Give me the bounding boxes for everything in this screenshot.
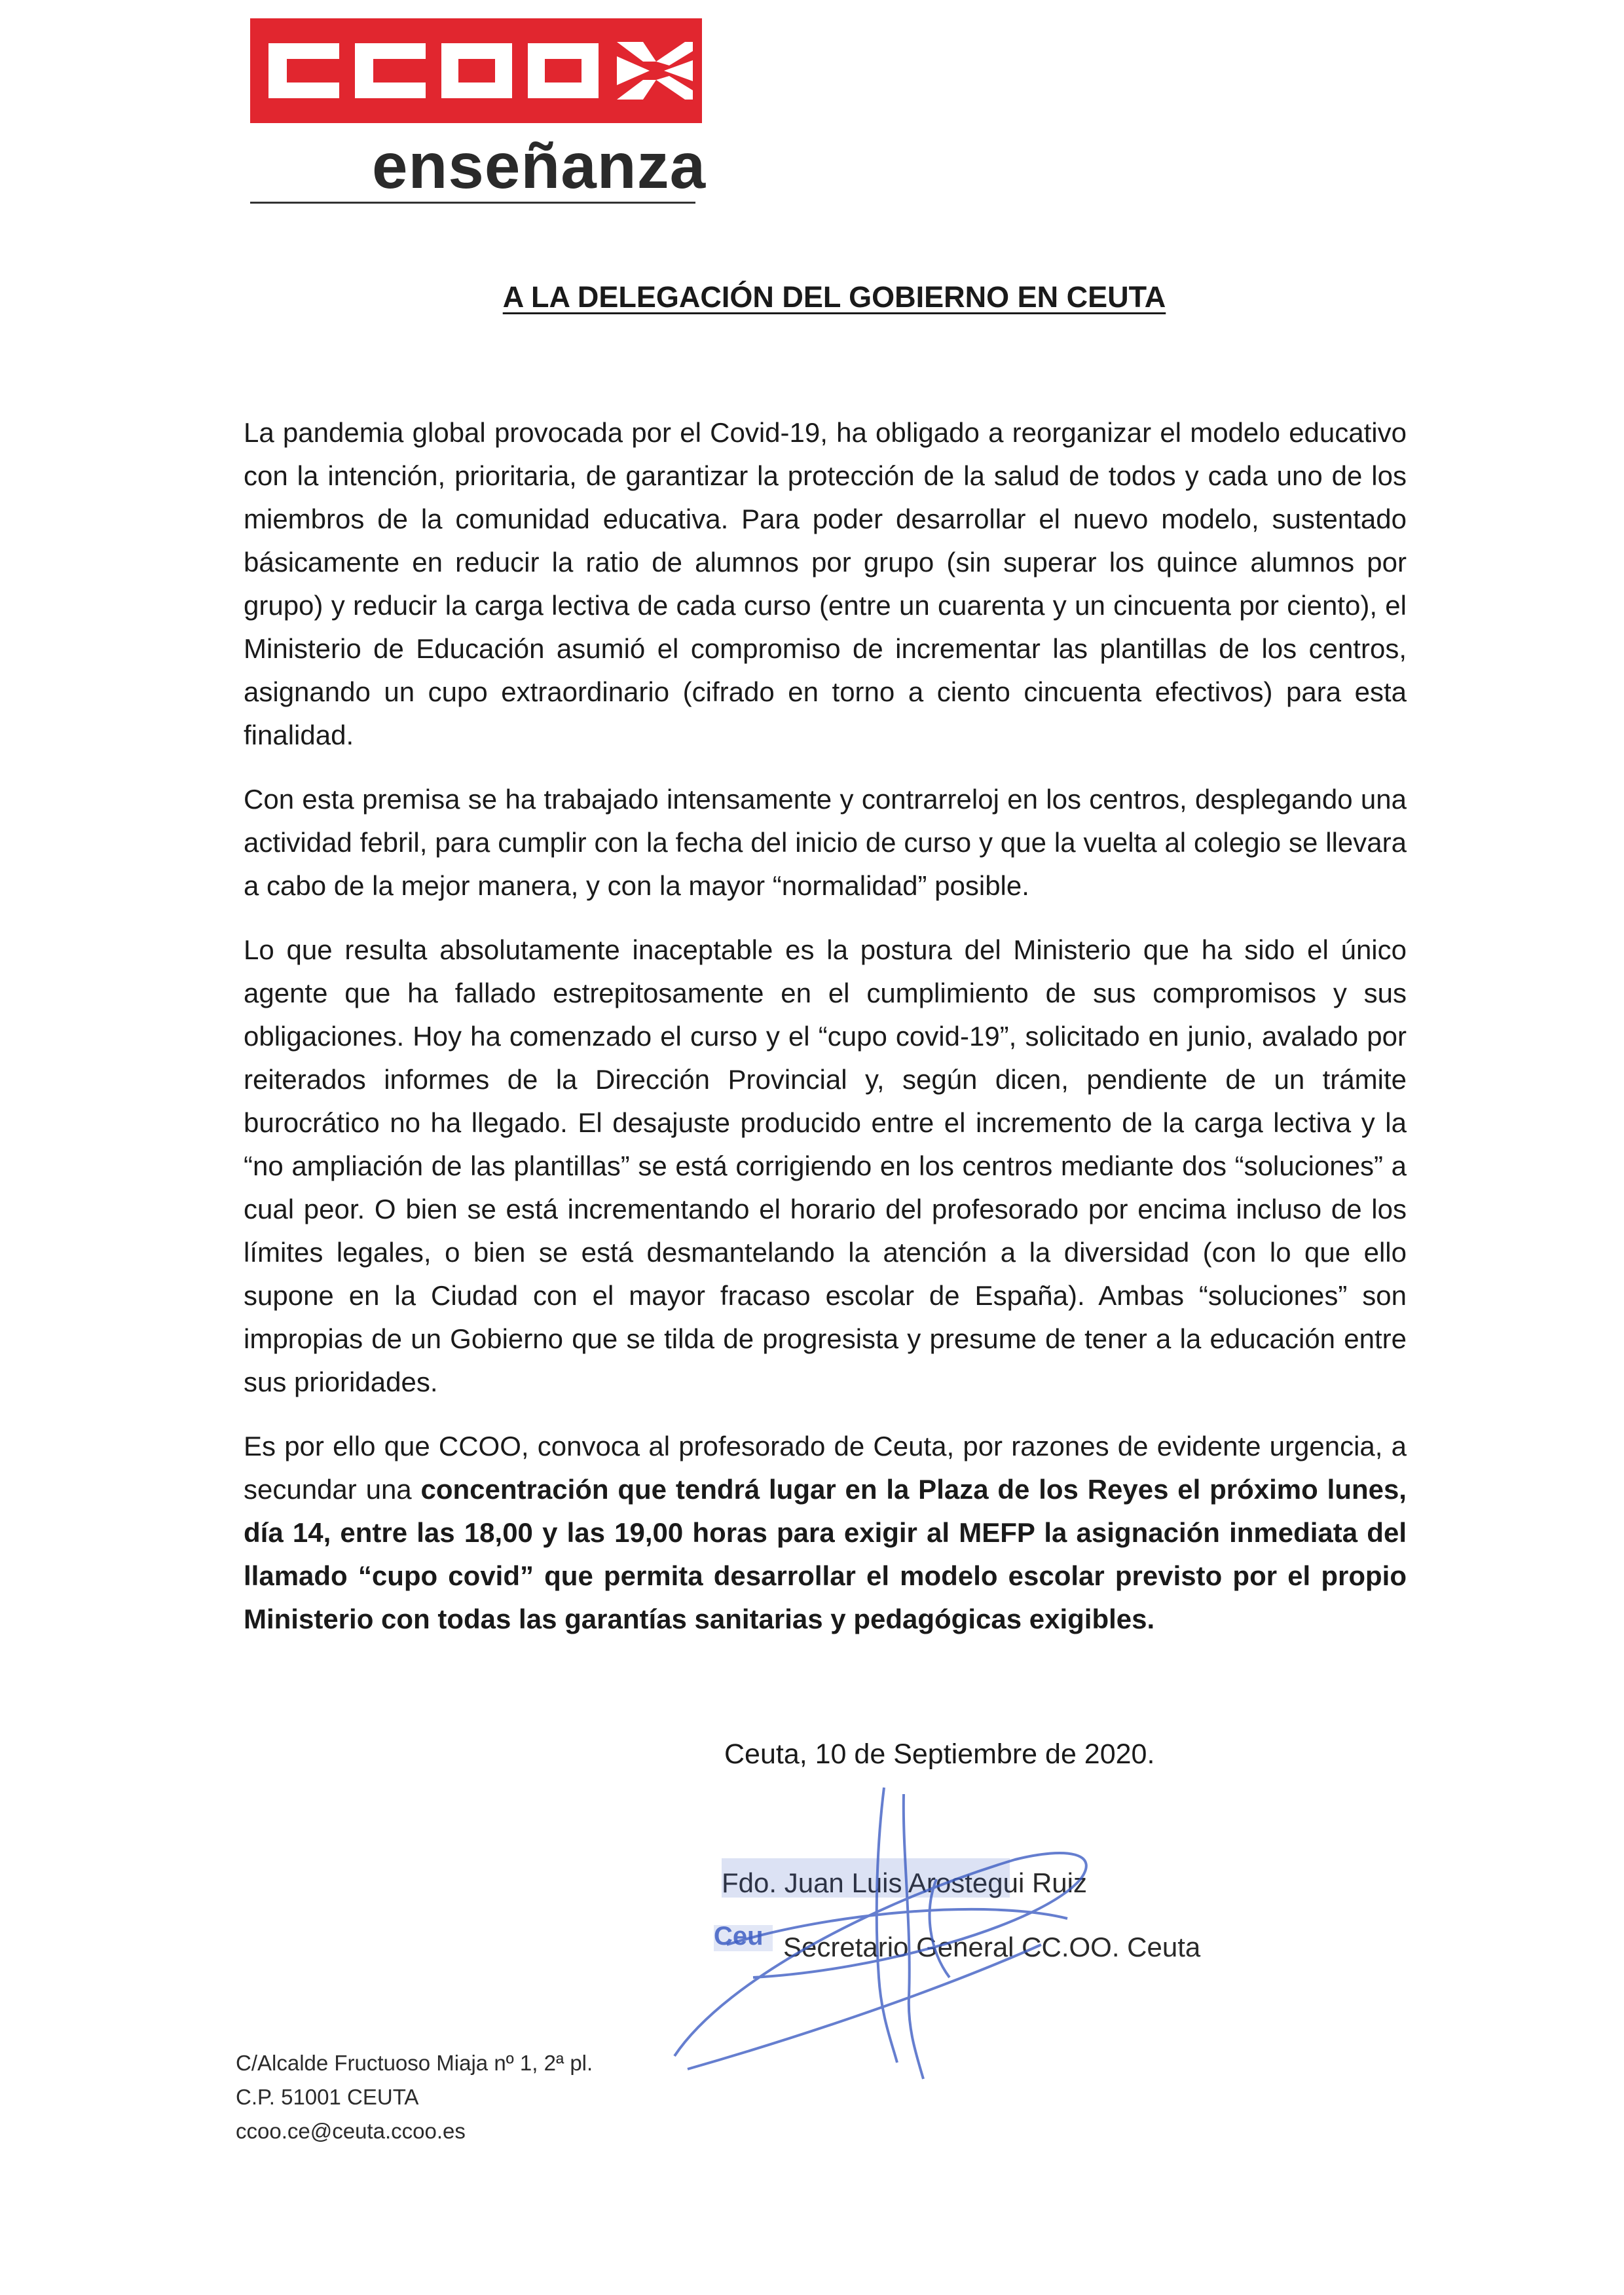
paragraph-4 — [244, 1425, 1407, 1641]
paragraph-1: La pandemia global provocada por el Covid-19, ha obligado a reorganizar el modelo educativo con la intención, prioritaria, de garantizar la protección de la salud de todos y cada uno de los miembros de la comunidad educativa. Para poder desarrollar el nuevo modelo, sustentado básicamente en reducir la ratio de alumnos por grupo (sin superar los quince alumnos por grupo) y reducir la carga lectiva de cada curso (entre un cuarenta y un cincuenta por ciento), el Ministerio de Educación asumió el compromiso de incrementar las plantillas de los centros, asignando un cupo extraordinario (cifrado en torno a ciento cincuenta efectivos) para esta finalidad. — [244, 417, 1407, 750]
letter-date: Ceuta, 10 de Septiembre de 2020. — [724, 1738, 1155, 1770]
address-street: C/Alcalde Fructuoso Miaja nº 1, 2ª pl. — [236, 2051, 593, 2075]
signatory-role: Secretario General CC.OO. Ceuta — [783, 1932, 1201, 1962]
paragraph-4-bold: concentración que tendrá lugar en la Plaza de los Reyes el próximo lunes, día 14, entre las 18,00 y las 19,00 horas para exigir al MEFP la asignación inmediata del llamado “cupo covid” que permita desarrollar el modelo escolar previsto por el propio Ministerio con todas las garantías sanitarias y pedagógicas exigibles. — [244, 1474, 1407, 1634]
logo-red-banner — [250, 18, 702, 123]
ccoo-ensenanza-logo — [250, 18, 707, 202]
ccoo-letters-icon — [250, 18, 702, 123]
paragraph-3: Lo que resulta absolutamente inaceptable es la postura del Ministerio que ha sido el único agente que ha fallado estrepitosamente en el cumplimiento de sus compromisos y sus obligaciones. Hoy ha comenzado el curso y el “cupo covid-19”, solicitado en junio, avalado por reiterados informes de la Dirección Provincial y, según dicen, pendiente de un trámite burocrático no ha llegado. El desajuste producido entre el incremento de la carga lectiva y la “no ampliación de las plantillas” se está corrigiendo en los centros mediante dos “soluciones” a cual peor. O bien se está incrementando el horario del profesorado por encima incluso de los límites legales, o bien se está desmantelando la atención a la diversidad (con lo que ello supone en la Ciudad con el mayor fracaso escolar de España). Ambas “soluciones” son impropias de un Gobierno que se tilda de progresista y presume de tener a la educación entre sus prioridades. — [244, 934, 1407, 1397]
footer-address — [236, 2046, 593, 2148]
paragraph-2: Con esta premisa se ha trabajado intensamente y contrarreloj en los centros, desplegando una actividad febril, para cumplir con la fecha del inicio de curso y que la vuelta al colegio se llevara a cabo de la mejor manera, y con la mayor “normalidad” posible. — [244, 784, 1407, 901]
letter-body — [244, 411, 1407, 1662]
logo-underline — [250, 202, 695, 204]
stamp-text: Ceu — [714, 1922, 764, 1951]
signatory-name: Fdo. Juan Luis Arostegui Ruiz — [722, 1867, 1087, 1898]
address-email[interactable]: ccoo.ce@ceuta.ccoo.es — [236, 2119, 466, 2143]
logo-wordmark: enseñanza — [372, 130, 707, 202]
address-postal: C.P. 51001 CEUTA — [236, 2085, 419, 2109]
paragraph-4-intro: Es por ello que CCOO, convoca al profesorado de Ceuta, por razones de evidente urgencia, a secundar una — [244, 1431, 1407, 1505]
page-title: A LA DELEGACIÓN DEL GOBIERNO EN CEUTA — [502, 280, 1166, 314]
